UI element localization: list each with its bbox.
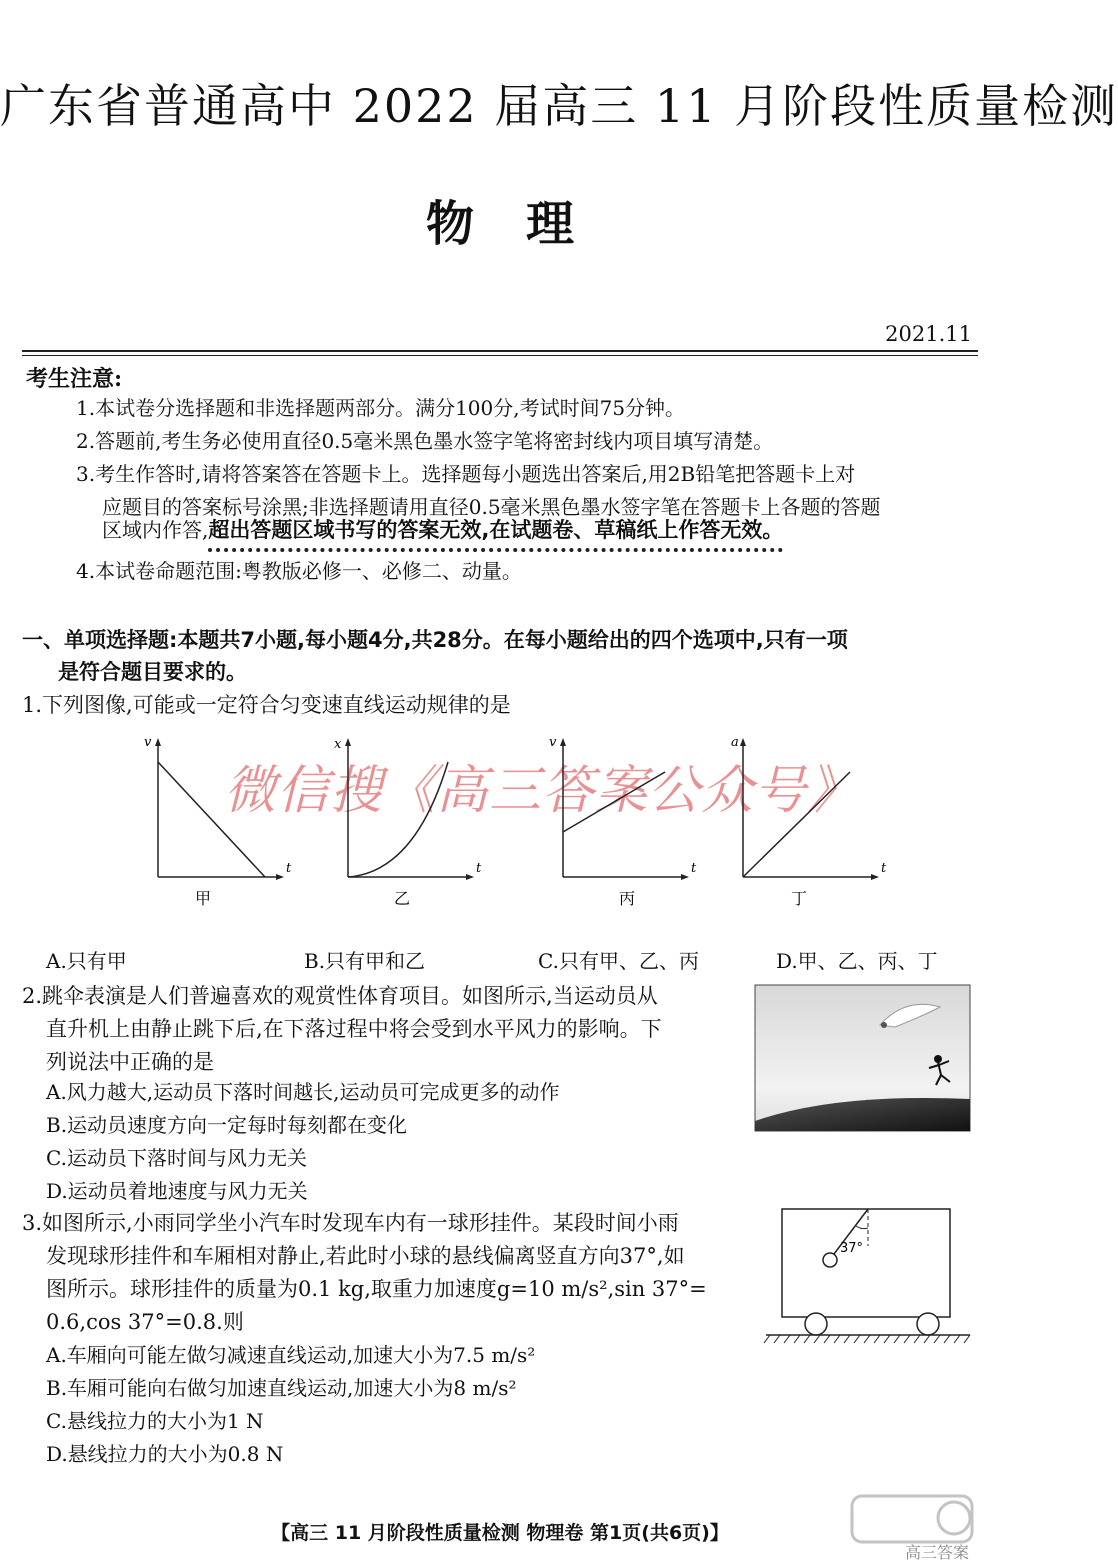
graph-curve: [348, 762, 448, 877]
graph-caption: 丙: [619, 889, 636, 908]
q3-stem-line: 图所示。球形挂件的质量为0.1 kg,取重力加速度g=10 m/s²,sin 37°=: [46, 1277, 707, 1301]
q2-option-a: A.风力越大,运动员下落时间越长,运动员可完成更多的动作: [46, 1080, 560, 1104]
axis-label-t: t: [881, 861, 887, 876]
q2-stem-line: 2.跳伞表演是人们普遍喜欢的观赏性体育项目。如图所示,当运动员从: [22, 984, 658, 1008]
cart-diagram: [760, 1206, 975, 1351]
axis-label-t: t: [691, 861, 697, 876]
q3-stem-line: 发现球形挂件和车厢相对静止,若此时小球的悬线偏离竖直方向37°,如: [46, 1244, 685, 1268]
q2-option-b: B.运动员速度方向一定每时每刻都在变化: [46, 1113, 408, 1137]
notice-item: 3.考生作答时,请将答案答在答题卡上。选择题每小题选出答案后,用2B铅笔把答题卡上对: [76, 462, 856, 486]
axis-label-x: x: [334, 737, 342, 752]
graph-line: [158, 762, 265, 877]
q3-stem-line: 0.6,cos 37°=0.8.则: [46, 1310, 244, 1334]
q3-option-c: C.悬线拉力的大小为1 N: [46, 1409, 264, 1433]
q2-stem-line: 直升机上由静止跳下后,在下落过程中将会受到水平风力的影响。下: [46, 1017, 662, 1041]
notices-heading: 考生注意:: [26, 366, 123, 392]
divider: [22, 355, 978, 356]
notice-item: 4.本试卷命题范围:粤教版必修一、必修二、动量。: [76, 559, 522, 583]
exam-date: 2021.11: [885, 322, 972, 346]
graph-yi: [330, 732, 525, 922]
axis-label-a: a: [731, 735, 739, 750]
axis-label-t: t: [286, 861, 292, 876]
q2-option-c: C.运动员下落时间与风力无关: [46, 1146, 307, 1170]
skydiver-photo: [755, 985, 970, 1131]
angle-label: 37°: [840, 1241, 864, 1256]
exam-title: 广东省普通高中 2022 届高三 11 月阶段性质量检测: [0, 79, 1118, 133]
q1-stem: 1.下列图像,可能或一定符合匀变速直线运动规律的是: [22, 693, 511, 717]
subject-title: 物理: [425, 196, 626, 252]
section-heading: [22, 624, 982, 688]
q1-option-c: C.只有甲、乙、丙: [538, 949, 699, 973]
notice-text: 区域内作答,: [102, 518, 209, 542]
notice-item: 应题目的答案标号涂黑;非选择题请用直径0.5毫米黑色墨水签字笔在答题卡上各题的答题: [102, 495, 881, 519]
page-footer: 【高三 11 月阶段性质量检测 物理卷 第1页(共6页)】: [271, 1522, 729, 1544]
axis-label-t: t: [476, 861, 482, 876]
graph-line: [743, 772, 850, 877]
q3-stem-line: 3.如图所示,小雨同学坐小汽车时发现车内有一球形挂件。某段时间小雨: [22, 1211, 679, 1235]
section-heading-line2: 是符合题目要求的。: [58, 660, 247, 684]
q3-option-d: D.悬线拉力的大小为0.8 N: [46, 1442, 284, 1466]
graph-ding: [725, 732, 920, 922]
q1-option-b: B.只有甲和乙: [304, 949, 426, 973]
q2-option-d: D.运动员着地速度与风力无关: [46, 1179, 308, 1203]
notice-item: 1.本试卷分选择题和非选择题两部分。满分100分,考试时间75分钟。: [76, 396, 686, 420]
graph-jia: [140, 732, 335, 922]
axis-label-v: v: [144, 735, 152, 750]
section-heading-line1: 一、单项选择题:本题共7小题,每小题4分,共28分。在每小题给出的四个选项中,只有一项: [22, 628, 848, 652]
notice-item: 2.答题前,考生务必使用直径0.5毫米黑色墨水签字笔将密封线内项目填写清楚。: [76, 429, 774, 453]
notice-emphasis: 超出答题区域书写的答案无效,在试题卷、草稿纸上作答无效。: [208, 518, 783, 552]
q1-option-d: D.甲、乙、丙、丁: [776, 949, 938, 973]
logo-text: 高三答案: [905, 1543, 970, 1562]
axis-label-v: v: [549, 735, 557, 750]
q1-option-a: A.只有甲: [46, 949, 127, 973]
divider: [22, 350, 978, 352]
graph-bing: [545, 732, 740, 922]
graph-caption: 丁: [791, 889, 808, 908]
notice-item-emphasis-line: [102, 514, 1002, 547]
graph-caption: 乙: [394, 889, 411, 908]
graph-caption: 甲: [195, 889, 212, 908]
q3-option-b: B.车厢可能向右做匀加速直线运动,加速大小为8 m/s²: [46, 1376, 517, 1400]
watermark: 微信搜《高三答案公众号》: [224, 761, 861, 821]
graph-line: [563, 772, 665, 832]
q3-option-a: A.车厢向可能左做匀减速直线运动,加速大小为7.5 m/s²: [46, 1343, 536, 1367]
q2-stem-line: 列说法中正确的是: [46, 1050, 214, 1074]
